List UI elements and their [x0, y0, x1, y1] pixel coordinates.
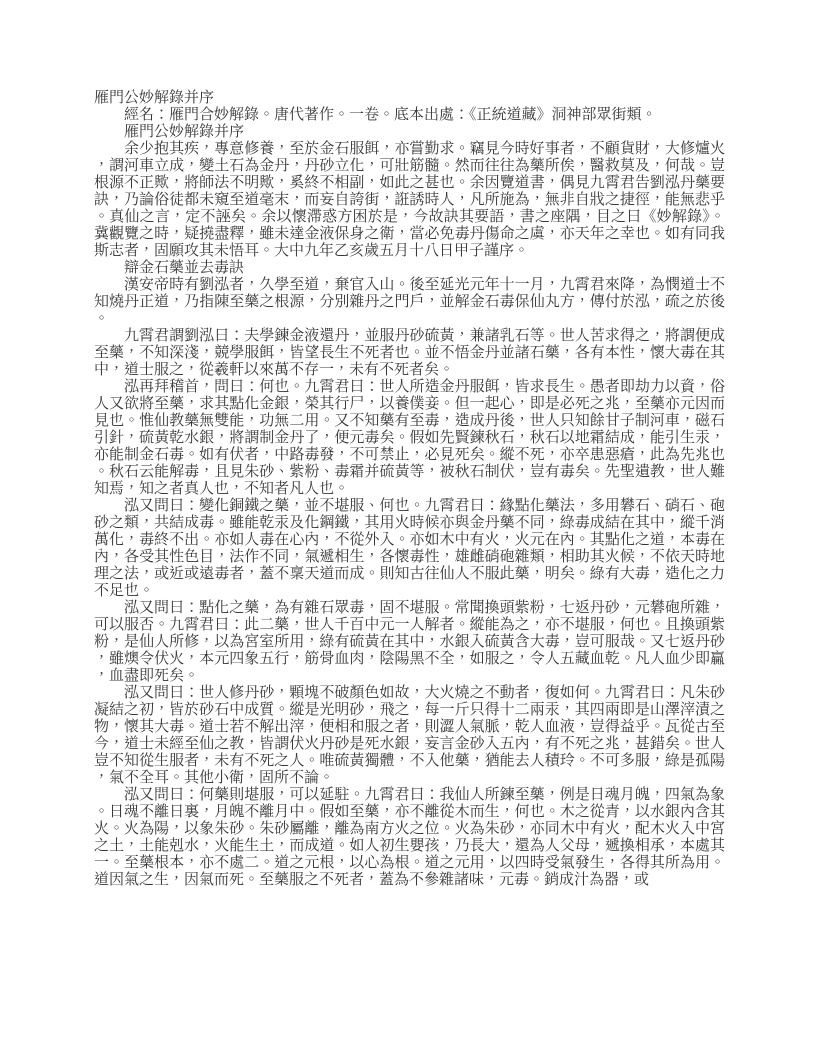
- body-paragraph: 泓又問曰：何藥則堪服，可以延駐。九霄君曰：我仙人所鍊至藥，例是日魂月魄，四氣為象。日魂不離日裏，月魄不離月中。假如至藥，亦不離從木而生，何也。木之從青，以水銀內含其火。火為陽，以象朱砂。朱砂屬離，離為南方火之位。火為朱砂，亦同木中有火，配木火入中宮之土，土能剋水，火能生土，而成道。如人初生嬰孩，乃長大，還為人父母，遞換相承，本處其一。至藥根本，亦不處二。道之元根，以心為根。道之元用，以四時受氣發生，各得其所為用。道因氣之生，因氣而死。至藥服之不死者，蓋為不參雜諸味，元毒。銷成汁為器，或: [94, 785, 725, 888]
- body-paragraph: 泓又問曰：點化之藥，為有雜石眾毒，固不堪服。常聞換頭紫粉，七返丹砂，元礬砲所雜，可以服否。九霄君曰：此二藥，世人千百中元一人解者。縱能為之，亦不堪服，何也。且換頭紫粉，是仙人所修，以為宮室所用，綠有硫黃在其中，水銀入硫黃含大毒，豈可服哉。又七返丹砂，雖燠令伏火，本元四象五行，筋骨血肉，陰陽黑不全，如服之，令人五藏血乾。凡人血少即贏，血盡即死矣。: [94, 598, 725, 684]
- colophon-line: 經名：雁門合妙解錄。唐代著作。一卷。底本出處：《正統道藏》洞神部眾街類。: [124, 105, 657, 123]
- body-paragraph: 泓又問曰：世人修丹砂，顆塊不破顏色如故，大火燒之不動者，復如何。九霄君曰：凡朱砂凝結之初，皆於砂石中成質。縱是光明砂，飛之，每一斤只得十二兩汞，其四兩即是山澤滓漬之物，懷其大毒。道士若不解出滓，便相和服之者，則澀人氣脈，乾人血液，豈得益乎。瓦從古至今，道士未經至仙之教，皆謂伏火丹砂是死水銀，妄言金砂入五內，有不死之兆，甚錯矣。世人豈不知從生服者，未有不死之人。唯硫黃獨體，不入他藥，猶能去人積玲。不可多服，綠是孤陽，氣不全耳。其他小衛，固所不論。: [94, 683, 725, 786]
- section-heading: 辯金石藥並去毒訣: [124, 258, 245, 276]
- body-paragraph: 泓再拜稽首，問曰：何也。九霄君曰：世人所造金丹服餌，皆求長生。愚者即劫力以資，俗人又欲將至藥，求其點化金銀，榮其行尸，以養僕妾。但一起心，即是必死之兆，至藥亦元因而見也。惟仙教藥無雙能，功無二用。又不知藥有至毒，造成丹後，世人只知餘甘子制河車，磁石引針，硫黃乾水銀，將謂制金丹了，便元毒矣。假如先賢鍊秋石，秋石以地霜結成，能引生汞，亦能制金石毒。如有伏者，中路毒發，不可禁止，必見死矣。縱不死，亦卒患惡瘡，此為先兆也。秋石云能解毒，且見朱砂、紫粉、毒霜并硫黃等，被秋石制伏，豈有毒矣。先聖遺教，世人難知焉，知之者真人也，不知者凡人也。: [94, 377, 725, 497]
- preface-paragraph: 余少抱其疾，專意修養，至於金石服餌，亦嘗勤求。竊見今時好事者，不顧貨財，大修爐火，謂河車立成，變土石為金丹，丹砂立化，可壯筋髓。然而往往為藥所俟，醫救莫及，何哉。豈根源不正歟，將師法不明歟，奚終不相副，如此之甚也。余因覽道書，偶見九霄君告劉泓丹藥要訣，乃論俗徒都未窺至道毫末，而妄自誇街，誑誘時人，凡所施為，無非自戕之捷徑，能無悲乎。真仙之言，定不誣矣。余以懷滯惑方困於是，今故訣其要語，書之座隅，目之曰《妙解錄》。冀觀覽之時，疑撓盡釋，雖未達金液保身之衛，當必免毒丹傷命之虞，亦天年之幸也。如有同我斯志者，固願攻其未悟耳。大中九年乙亥歲五月十八日甲子謹序。: [94, 139, 725, 259]
- body-paragraph: 漢安帝時有劉泓者，久學至道，棄官入山。後至延光元年十一月，九霄君來降，為憫道士不知燒丹正道，乃指陳至藥之根源，分別雜丹之門戶，並解金石毒保仙丸方，傳付於泓，疏之於後。: [94, 275, 725, 327]
- body-paragraph: 泓又問曰：變化銅鐵之藥，並不堪服、何也。九霄君曰：緣點化藥法，多用礬石、硝石、砲砂之類，共結成毒。雖能乾汞及化鋼鐵，其用火時候亦與金丹藥不同，綠毒成結在其中，縱千消萬化，毒終不出。亦如人毒在心內，不從外入。亦如木中有火，火元在內。其點化之道，本毒在內，各受其性色目，法作不同，氣遞相生，各懷毒性，雄雌硝砲雜類，相助其火候，不依天時地理之法，或近或遠毒者，蓋不稟天道而成。則知古往仙人不服此藥，明矣。綠有大毒，造化之力不足也。: [94, 496, 725, 599]
- preface-heading: 雁門公妙解錄并序: [124, 122, 245, 140]
- body-paragraph: 九霄君謂劉泓曰：夫學鍊金液還丹，並服丹砂硫黃，兼諸乳石等。世人苦求得之，將謂便成至藥，不知深淺，競學服餌，皆望長生不死者也。並不悟金丹並諸石藥，各有本性，懷大毒在其中，道士服之，從羲軒以來萬不存一，未有不死者矣。: [94, 326, 725, 378]
- text-block: [94, 89, 725, 888]
- doc-title: 雁門公妙解錄并序: [94, 88, 215, 106]
